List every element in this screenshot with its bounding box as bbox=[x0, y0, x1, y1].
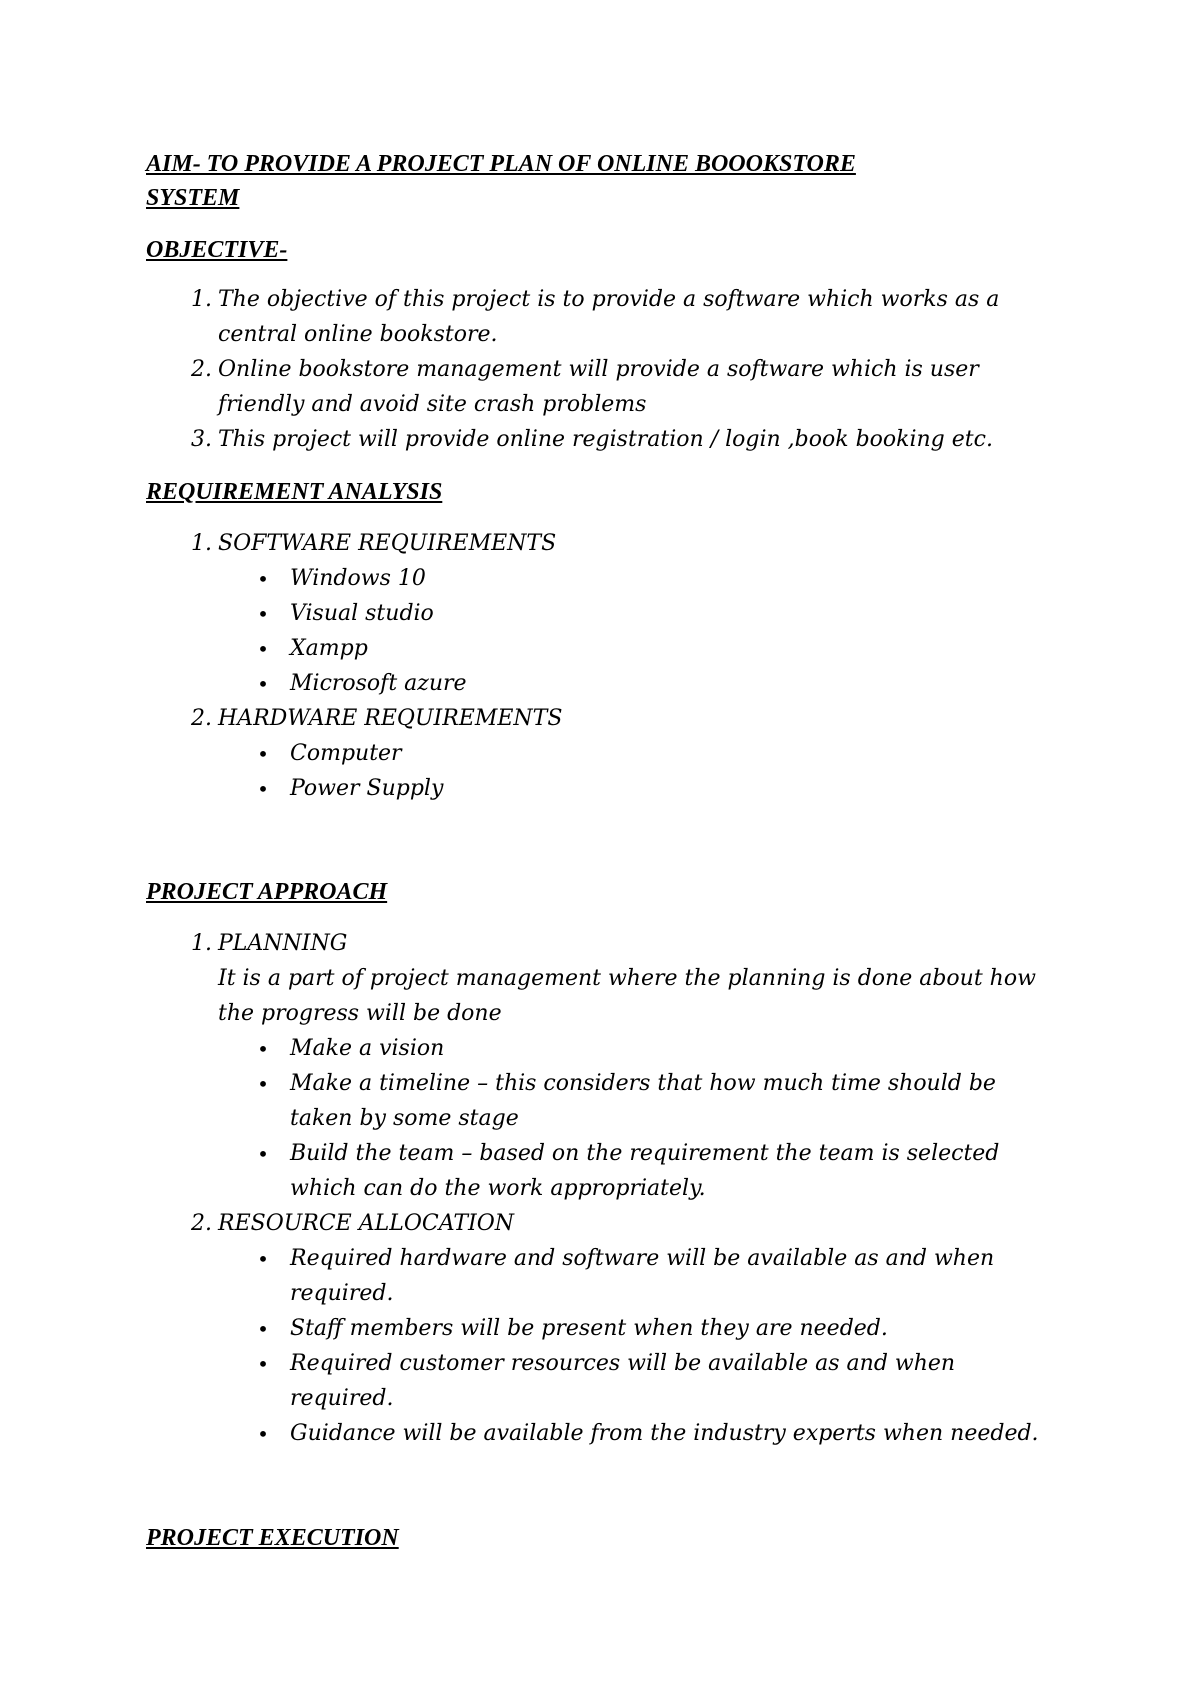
objective-item-2-number: 2. bbox=[191, 357, 212, 382]
software-requirement-item: Visual studio bbox=[290, 601, 434, 626]
project-approach-heading: PROJECT APPROACH bbox=[146, 879, 388, 905]
software-requirement-item: Xampp bbox=[290, 636, 368, 661]
bullet-icon: • bbox=[257, 637, 269, 661]
resource-bullet-line: Required hardware and software will be available as and when bbox=[290, 1246, 995, 1271]
bullet-icon: • bbox=[257, 1037, 269, 1061]
aim-heading-line-1: AIM- TO PROVIDE A PROJECT PLAN OF ONLINE BOOOKSTORE bbox=[146, 151, 856, 177]
hardware-requirements-number: 2. bbox=[191, 706, 212, 731]
objective-item-1-line-2: central online bookstore. bbox=[218, 322, 498, 347]
resource-bullet-line: required. bbox=[290, 1281, 394, 1306]
requirement-analysis-heading: REQUIREMENT ANALYSIS bbox=[146, 479, 443, 505]
objective-item-2-line-1: Online bookstore management will provide a software which is user bbox=[218, 357, 979, 382]
bullet-icon: • bbox=[257, 672, 269, 696]
bullet-icon: • bbox=[257, 1422, 269, 1446]
bullet-icon: • bbox=[257, 777, 269, 801]
resource-allocation-title: RESOURCE ALLOCATION bbox=[218, 1211, 515, 1236]
bullet-icon: • bbox=[257, 742, 269, 766]
resource-bullet-line: Staff members will be present when they are needed. bbox=[290, 1316, 888, 1341]
hardware-requirement-item: Power Supply bbox=[290, 776, 444, 801]
resource-bullet-line: Guidance will be available from the industry experts when needed. bbox=[290, 1421, 1039, 1446]
aim-heading-line-2: SYSTEM bbox=[146, 185, 240, 211]
planning-description-line-1: It is a part of project management where the planning is done about how bbox=[218, 966, 1036, 991]
bullet-icon: • bbox=[257, 1317, 269, 1341]
resource-allocation-number: 2. bbox=[191, 1211, 212, 1236]
planning-number: 1. bbox=[191, 931, 212, 956]
planning-bullet-line: Build the team – based on the requirement the team is selected bbox=[290, 1141, 1000, 1166]
objective-item-3-number: 3. bbox=[191, 427, 212, 452]
bullet-icon: • bbox=[257, 602, 269, 626]
bullet-icon: • bbox=[257, 1352, 269, 1376]
objective-item-3-line-1: This project will provide online registration / login ,book booking etc. bbox=[218, 427, 993, 452]
planning-title: PLANNING bbox=[218, 931, 348, 956]
planning-bullet-line: taken by some stage bbox=[290, 1106, 519, 1131]
planning-bullet-line: which can do the work appropriately. bbox=[290, 1176, 706, 1201]
resource-bullet-line: required. bbox=[290, 1386, 394, 1411]
software-requirement-item: Microsoft azure bbox=[290, 671, 467, 696]
hardware-requirement-item: Computer bbox=[290, 741, 402, 766]
objective-item-2-line-2: friendly and avoid site crash problems bbox=[218, 392, 647, 417]
objective-heading: OBJECTIVE- bbox=[146, 237, 288, 263]
hardware-requirements-title: HARDWARE REQUIREMENTS bbox=[218, 706, 563, 731]
software-requirements-title: SOFTWARE REQUIREMENTS bbox=[218, 531, 557, 556]
planning-bullet-line: Make a vision bbox=[290, 1036, 445, 1061]
bullet-icon: • bbox=[257, 567, 269, 591]
planning-description-line-2: the progress will be done bbox=[218, 1001, 502, 1026]
project-execution-heading: PROJECT EXECUTION bbox=[146, 1525, 399, 1551]
bullet-icon: • bbox=[257, 1247, 269, 1271]
software-requirements-number: 1. bbox=[191, 531, 212, 556]
objective-item-1-number: 1. bbox=[191, 287, 212, 312]
bullet-icon: • bbox=[257, 1142, 269, 1166]
software-requirement-item: Windows 10 bbox=[290, 566, 426, 591]
resource-bullet-line: Required customer resources will be available as and when bbox=[290, 1351, 956, 1376]
bullet-icon: • bbox=[257, 1072, 269, 1096]
planning-bullet-line: Make a timeline – this considers that how much time should be bbox=[290, 1071, 996, 1096]
objective-item-1-line-1: The objective of this project is to provide a software which works as a bbox=[218, 287, 1000, 312]
